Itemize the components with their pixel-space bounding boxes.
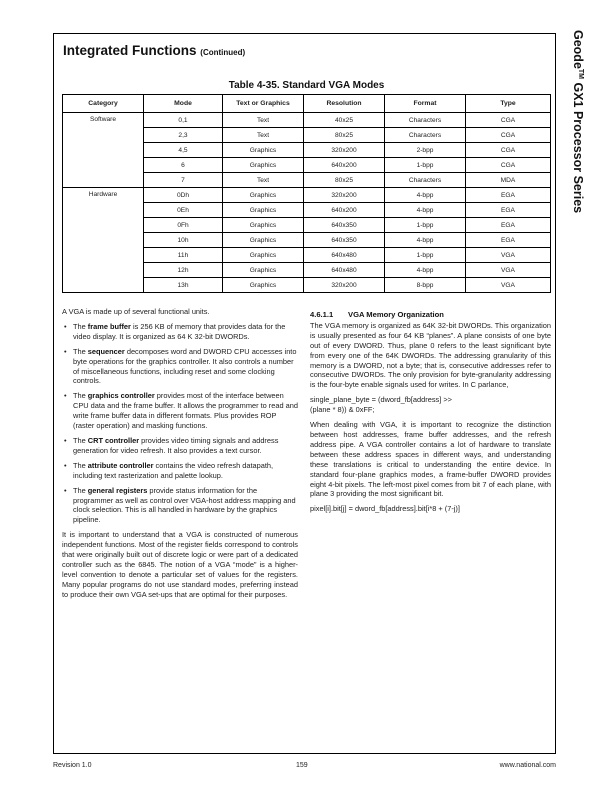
subsection-number: 4.6.1.1 <box>310 310 334 319</box>
type-cell: VGA <box>466 263 551 278</box>
list-item <box>62 436 298 456</box>
format-cell: 1-bpp <box>385 218 466 233</box>
resolution-cell: 640x350 <box>304 233 385 248</box>
text-or-graphics-cell: Graphics <box>223 158 304 173</box>
mode-cell: 10h <box>144 233 223 248</box>
type-cell: CGA <box>466 143 551 158</box>
type-cell: CGA <box>466 128 551 143</box>
mode-cell: 12h <box>144 263 223 278</box>
mode-cell: 11h <box>144 248 223 263</box>
resolution-cell: 80x25 <box>304 173 385 188</box>
resolution-cell: 320x200 <box>304 143 385 158</box>
list-item <box>62 322 298 342</box>
format-cell: 1-bpp <box>385 248 466 263</box>
format-cell: 2-bpp <box>385 143 466 158</box>
banner-series: GX1 Processor Series <box>571 79 585 214</box>
footer-page-number: 159 <box>296 762 308 769</box>
item-term: sequencer <box>87 346 125 356</box>
list-item <box>62 461 298 481</box>
item-term: frame buffer <box>87 321 131 331</box>
item-text: provide status information for the programmer as well as control over VGA-host address mapping and clock selection. This is all handled in hardware by the graphics pipeline. <box>73 485 296 525</box>
text-or-graphics-cell: Text <box>223 113 304 128</box>
mode-cell: 7 <box>144 173 223 188</box>
bullet-icon: • <box>64 485 67 495</box>
column-header: Mode <box>144 95 223 113</box>
resolution-cell: 320x200 <box>304 278 385 293</box>
format-cell: 1-bpp <box>385 158 466 173</box>
table-caption: Table 4-35. Standard VGA Modes <box>228 80 385 91</box>
format-cell: 4-bpp <box>385 233 466 248</box>
format-cell: Characters <box>385 173 466 188</box>
table-row <box>63 113 551 128</box>
column-header: Text or Graphics <box>223 95 304 113</box>
banner-trademark: TM <box>577 68 585 80</box>
item-term: attribute controller <box>87 460 154 470</box>
resolution-cell: 640x200 <box>304 158 385 173</box>
type-cell: EGA <box>466 203 551 218</box>
item-text: The <box>73 460 88 470</box>
vga-modes-table <box>62 94 551 293</box>
mode-cell: 13h <box>144 278 223 293</box>
addressing-paragraph: When dealing with VGA, it is important to recognize the distinction between host addresses, frame buffer addresses, and the refresh address pipe. A VGA controller contains a lot of hardware to translate between these address spaces in different ways, and understanding these translations is critical to understanding the entire device. In standard four-plane graphics modes, a frame-buffer DWORD provides eight 4-bit pixels. The left-most pixel comes from bit 7 of each plane, with plane 3 providing the most significant bit. <box>310 420 551 499</box>
item-text: provides most of the interface between CPU data and the frame buffer. It allows the programmer to read and write frame buffer data in different formats. Plus provides ROP (raster operation) and masking functions. <box>73 391 298 431</box>
type-cell: EGA <box>466 188 551 203</box>
code-snippet-plane-byte <box>310 395 551 415</box>
text-or-graphics-cell: Text <box>223 173 304 188</box>
bullet-icon: • <box>64 321 67 331</box>
item-text: The <box>73 485 88 495</box>
memory-paragraph: The VGA memory is organized as 64K 32-bit DWORDs. This organization is usually presented as four 64 KB “planes”. A plane consists of one byte out of every DWORD. Thus, plane 0 refers to the least significant byte from every one of the 64K DWORDs. The addressing granularity of this memory is a DWORD, not a byte; that is, consecutive addresses refer to consecutive DWORDs. The only provision for byte-granularity addressing is the four-byte enable signals used for writes. In C parlance, <box>310 320 551 390</box>
mode-cell: 4,5 <box>144 143 223 158</box>
format-cell: 4-bpp <box>385 263 466 278</box>
list-item <box>62 391 298 431</box>
subsection-heading <box>310 310 551 320</box>
item-term: general registers <box>87 485 148 495</box>
bullet-icon: • <box>64 346 67 356</box>
format-cell: 4-bpp <box>385 203 466 218</box>
right-column <box>310 310 551 519</box>
mode-cell: 0Dh <box>144 188 223 203</box>
code-line: (plane * 8)) & 0xFF; <box>310 405 375 415</box>
bullet-icon: • <box>64 391 67 401</box>
item-text: decomposes word and DWORD CPU accesses into byte operations for the graphics controller. It also controls a number of miscellaneous functions, including reset and some clocking controls. <box>73 346 297 386</box>
format-cell: 8-bpp <box>385 278 466 293</box>
table-header-row <box>63 95 551 113</box>
mode-cell: 2,3 <box>144 128 223 143</box>
type-cell: CGA <box>466 113 551 128</box>
mode-cell: 0,1 <box>144 113 223 128</box>
text-or-graphics-cell: Graphics <box>223 188 304 203</box>
text-or-graphics-cell: Graphics <box>223 278 304 293</box>
list-item <box>62 347 298 387</box>
bullet-icon: • <box>64 435 67 445</box>
closing-paragraph: It is important to understand that a VGA is constructed of numerous independent functions. Most of the register fields correspond to controls that were originally built out of discrete logic or were part of a dedicated controller such as the 6845. The notion of a VGA “mode” is a higher-level convention to denote a particular set of values for the registers. Many popular programs do not use standard modes, preferring instead to produce their own VGA set-ups that are optimal for their purposes. <box>62 530 298 599</box>
footer-website[interactable]: www.national.com <box>499 762 556 769</box>
item-text: The <box>73 321 88 331</box>
item-text: provides video timing signals and address generation for video refresh. It also provides a text cursor. <box>73 435 279 455</box>
side-banner <box>567 30 585 230</box>
type-cell: CGA <box>466 158 551 173</box>
mode-cell: 6 <box>144 158 223 173</box>
text-or-graphics-cell: Text <box>223 128 304 143</box>
resolution-cell: 80x25 <box>304 128 385 143</box>
item-term: graphics controller <box>87 391 155 401</box>
column-header: Type <box>466 95 551 113</box>
category-cell: Hardware <box>63 188 144 293</box>
section-title-suffix: (Continued) <box>200 48 246 57</box>
item-text: The <box>73 346 88 356</box>
text-or-graphics-cell: Graphics <box>223 248 304 263</box>
item-text: is 256 KB of memory that provides data for the video display. It is organized as 64 K 32-bit DWORDs. <box>73 321 286 341</box>
type-cell: VGA <box>466 248 551 263</box>
code-snippet-pixel-bit: pixel[i].bit[j] = dword_fb[address].bit[i*8 + (7-j)] <box>310 504 460 514</box>
text-or-graphics-cell: Graphics <box>223 203 304 218</box>
resolution-cell: 640x200 <box>304 203 385 218</box>
intro-paragraph: A VGA is made up of several functional units. <box>62 307 210 316</box>
resolution-cell: 640x350 <box>304 218 385 233</box>
category-cell: Software <box>63 113 144 188</box>
side-banner-text <box>571 30 585 213</box>
code-line: single_plane_byte = (dword_fb[address] >> <box>310 395 452 405</box>
type-cell: VGA <box>466 278 551 293</box>
resolution-cell: 320x200 <box>304 188 385 203</box>
section-title-text: Integrated Functions <box>63 43 197 58</box>
format-cell: Characters <box>385 128 466 143</box>
text-or-graphics-cell: Graphics <box>223 263 304 278</box>
type-cell: EGA <box>466 233 551 248</box>
table-body <box>63 113 551 293</box>
resolution-cell: 640x480 <box>304 263 385 278</box>
text-or-graphics-cell: Graphics <box>223 233 304 248</box>
item-term: CRT controller <box>87 435 140 445</box>
column-header: Category <box>63 95 144 113</box>
item-text: The <box>73 435 88 445</box>
column-header: Resolution <box>304 95 385 113</box>
subsection-title: VGA Memory Organization <box>348 310 444 319</box>
resolution-cell: 40x25 <box>304 113 385 128</box>
item-text: The <box>73 391 88 401</box>
functional-units-list <box>62 322 298 525</box>
left-column <box>62 307 298 605</box>
mode-cell: 0Eh <box>144 203 223 218</box>
resolution-cell: 640x480 <box>304 248 385 263</box>
footer-revision: Revision 1.0 <box>53 762 92 769</box>
bullet-icon: • <box>64 460 67 470</box>
section-title <box>63 43 245 58</box>
format-cell: 4-bpp <box>385 188 466 203</box>
list-item <box>62 486 298 526</box>
mode-cell: 0Fh <box>144 218 223 233</box>
banner-brand: Geode <box>571 30 585 69</box>
table-row <box>63 188 551 203</box>
type-cell: MDA <box>466 173 551 188</box>
type-cell: EGA <box>466 218 551 233</box>
format-cell: Characters <box>385 113 466 128</box>
text-or-graphics-cell: Graphics <box>223 143 304 158</box>
item-text: contains the video refresh datapath, including text rasterization and palette lookup. <box>73 460 274 480</box>
text-or-graphics-cell: Graphics <box>223 218 304 233</box>
column-header: Format <box>385 95 466 113</box>
